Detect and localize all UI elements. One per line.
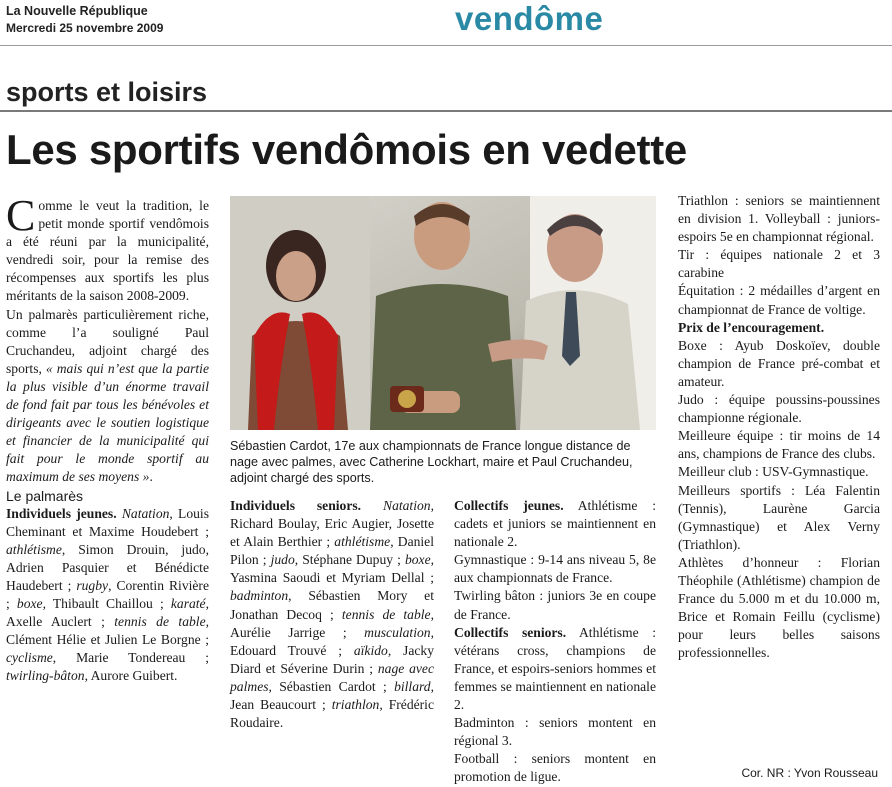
section-rubric: sports et loisirs	[6, 77, 208, 107]
article-photo	[230, 196, 656, 430]
publication-name: La Nouvelle République	[6, 4, 148, 18]
edition-name: vendôme	[455, 0, 604, 37]
sport-name: badminton	[230, 588, 289, 604]
author-credit: Cor. NR : Yvon Rousseau	[741, 766, 878, 780]
prix-item-3: Meilleure équipe : tir moins de 14 ans, champions de France des clubs.	[678, 428, 880, 462]
winners: , Stéphane Dupuy ;	[294, 552, 405, 568]
coll-jeunes-item-3: Twirling bâton : juniors 3e en coupe de France.	[454, 588, 656, 622]
sport-name: billard	[394, 678, 431, 694]
coll-seniors-item-6: Équitation : 2 médailles d’argent en championnat de France de voltige.	[678, 283, 880, 317]
winners: , Yasmina Saoudi et Myriam Dellal ;	[230, 552, 435, 586]
prix-item-2: Judo : équipe poussins-poussines championne régionale.	[678, 392, 880, 426]
column-3	[454, 497, 656, 787]
winners: , Richard Boulay, Eric Augier, Josette et Alain Berthier ;	[230, 498, 434, 550]
sport-name: nage avec palmes	[230, 660, 434, 694]
winners: , Sébastien Mory et Jonathan Decoq ;	[230, 588, 434, 622]
palmares-title: Le palmarès	[6, 487, 84, 504]
indiv-seniors-block	[230, 497, 434, 732]
column-1	[6, 191, 210, 686]
winners: , Thibault Chaillou ;	[42, 596, 171, 612]
coll-seniors-item-4: Triathlon : seniors se maintiennent en division 1. Volleyball : juniors-espoirs 5e en championnat régional.	[678, 193, 880, 245]
coll-seniors-item-3: Football : seniors montent en promotion de ligue.	[454, 751, 656, 785]
winners: , Sébastien Cardot ;	[268, 678, 395, 694]
winners: , Corentin Rivière ;	[6, 577, 209, 612]
drop-cap: C	[6, 191, 36, 240]
sport-name: Natation	[121, 505, 170, 521]
winners: , Louis Cheminant et Maxime Houdebert ;	[6, 505, 209, 539]
prix-title: Prix de l’encouragement.	[678, 319, 825, 335]
sport-name: musculation	[364, 624, 431, 640]
winners: , Jean Beaucourt ;	[230, 678, 434, 713]
column-4	[678, 192, 880, 662]
winners: , Frédéric Roudaire.	[230, 697, 434, 731]
winners: , Jacky Diard et Séverine Durin ;	[230, 642, 435, 676]
coll-seniors-item-2: Badminton : seniors montent en régional 3.	[454, 715, 656, 749]
prix-item-4: Meilleur club : USV-Gymnastique.	[678, 464, 869, 480]
coll-jeunes-title: Collectifs jeunes.	[454, 498, 564, 513]
winners: , Marie Tondereau ;	[52, 650, 209, 666]
intro-paragraph-2	[6, 306, 209, 487]
sport-name: aïkido	[353, 642, 388, 658]
winners: , Aurélie Jarrige ;	[230, 606, 434, 640]
winners: , Edouard Trouvé ;	[230, 624, 434, 658]
winners: , Daniel Pilon ;	[230, 534, 434, 568]
coll-seniors-item-5: Tir : équipes nationale 2 et 3 carabine	[678, 247, 880, 281]
indiv-jeunes-block	[6, 505, 209, 686]
sport-name: karaté	[170, 596, 206, 612]
coll-seniors-title: Collectifs seniors.	[454, 624, 567, 640]
sport-name: athlétisme	[334, 534, 391, 550]
sport-name: athlétisme	[6, 541, 62, 557]
intro-quote-end: .	[149, 469, 153, 485]
publication-date: Mercredi 25 novembre 2009	[6, 21, 164, 35]
photo-caption: Sébastien Cardot, 17e aux championnats de France longue distance de nage avec palmes, avec Catherine Lockhart, maire et Paul Cruchandeu, adjoint chargé des sports.	[230, 439, 633, 485]
sport-name: boxe	[404, 552, 431, 568]
winners: , Aurore Guibert.	[84, 668, 178, 684]
prix-item-6: Athlètes d’honneur : Florian Théophile (Athlétisme) champion de France du 5.000 m et du 10.000 m, Brice et Romain Feillu (cyclisme) pour leurs belles saisons professionnelles.	[678, 554, 880, 661]
column-2	[230, 497, 434, 732]
coll-seniors-item-1: Athlétisme : vétérans cross, champions de France, et espoirs-seniors hommes et femmes se maintiennent en nationale 2.	[454, 624, 657, 713]
indiv-seniors-title: Individuels seniors.	[230, 498, 362, 513]
sport-name: cyclisme	[6, 650, 53, 666]
winners: , Clément Hélie et Julien Le Borgne ;	[6, 614, 210, 648]
indiv-jeunes-list	[6, 506, 209, 684]
prix-item-1: Boxe : Ayub Doskoïev, double champion de France pré-combat et amateur.	[678, 337, 880, 389]
coll-seniors-block	[454, 624, 656, 714]
sport-name: twirling-bâton	[6, 668, 85, 684]
sport-name: boxe	[16, 596, 43, 612]
sport-name: tennis de table	[114, 614, 206, 630]
intro-p2: Un palmarès particulièrement riche, comme l’a souligné Paul Cruchandeu, adjoint chargé des sports,	[6, 306, 209, 376]
indiv-jeunes-title: Individuels jeunes.	[6, 505, 117, 521]
winners: , Simon Drouin, judo, Adrien Pasquier et Bénédicte Haudebert ;	[6, 541, 209, 593]
sport-name: Natation	[383, 498, 431, 513]
winners: , Axelle Auclert ;	[6, 596, 209, 630]
intro-lead: omme le veut la tradition, le petit monde sportif vendômois a été réuni par la municipalité, vendredi soir, pour la remise des récompenses aux sportifs les plus méritants de la saison 2008-2009.	[6, 198, 209, 304]
sport-name: rugby	[76, 577, 109, 593]
prix-item-5: Meilleurs sportifs : Léa Falentin (Tennis), Laurène Garcia (Gymnastique) et Alex Verny (Triathlon).	[678, 482, 880, 552]
intro-paragraph	[6, 191, 209, 306]
intro-quote: « mais qui n’est que la partie la plus visible d’un énorme travail de fond fait par tous les bénévoles et dirigeants avec le soutien logistique et financier de la municipalité qui fait pour le monde sportif au maximum de ses moyens »	[6, 360, 209, 485]
masthead-divider	[0, 45, 892, 46]
coll-jeunes-block	[454, 497, 656, 551]
coll-jeunes-item-1: Athlétisme : cadets et juniors se maintiennent en nationale 2.	[454, 498, 656, 550]
sport-name: tennis de table	[341, 606, 431, 622]
indiv-seniors-list	[230, 498, 434, 730]
sport-name: judo	[270, 552, 295, 568]
rubric-divider	[0, 110, 892, 112]
article-headline: Les sportifs vendômois en vedette	[6, 126, 687, 173]
coll-jeunes-item-2: Gymnastique : 9-14 ans niveau 5, 8e aux championnats de France.	[454, 552, 656, 586]
photo-illustration	[230, 196, 656, 430]
sport-name: triathlon	[331, 697, 380, 713]
